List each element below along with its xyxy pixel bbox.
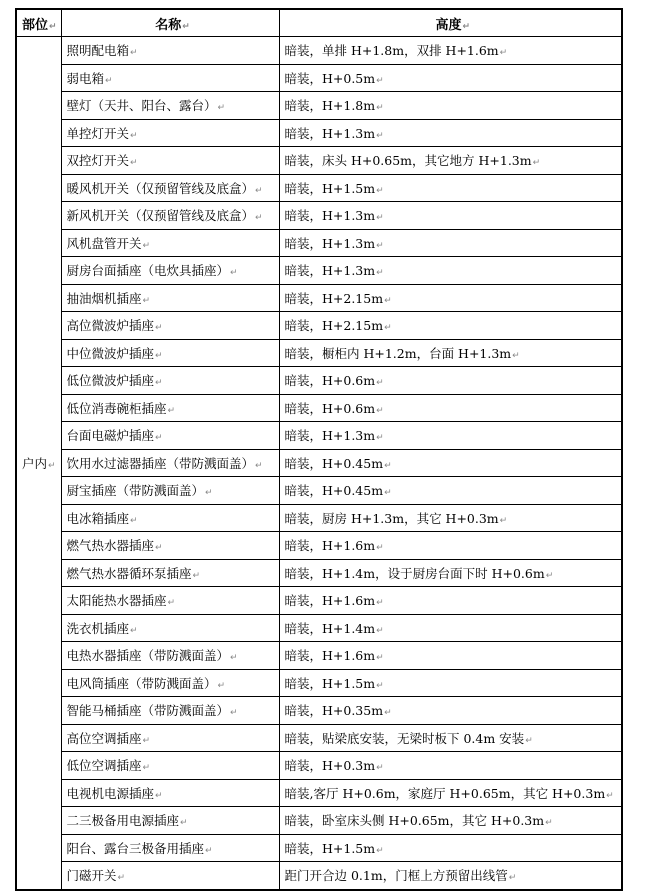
- paragraph-mark-icon: ↵: [182, 21, 190, 32]
- table-row: [16, 257, 622, 285]
- paragraph-mark-icon: ↵: [384, 323, 392, 334]
- paragraph-mark-icon: ↵: [130, 515, 138, 526]
- paragraph-mark-icon: ↵: [606, 790, 614, 801]
- paragraph-mark-icon: ↵: [255, 213, 263, 224]
- height-cell: 暗装，H+0.45m↵: [279, 477, 622, 505]
- paragraph-mark-icon: ↵: [230, 268, 238, 279]
- height-cell: 暗装，H+1.3m↵: [279, 202, 622, 230]
- height-cell: 暗装，H+1.5m↵: [279, 174, 622, 202]
- paragraph-mark-icon: ↵: [230, 708, 238, 719]
- name-cell: 燃气热水器插座↵: [61, 532, 279, 560]
- paragraph-mark-icon: ↵: [142, 763, 151, 774]
- table-row: [16, 587, 622, 615]
- height-cell: 暗装，H+1.6m↵: [279, 587, 622, 615]
- paragraph-mark-icon: ↵: [155, 323, 163, 334]
- name-cell: 抽油烟机插座↵: [61, 284, 279, 312]
- paragraph-mark-icon: ↵: [217, 680, 226, 691]
- paragraph-mark-icon: ↵: [376, 598, 384, 609]
- paragraph-mark-icon: ↵: [167, 405, 176, 416]
- paragraph-mark-icon: ↵: [376, 130, 384, 141]
- paragraph-mark-icon: ↵: [499, 515, 508, 526]
- paragraph-mark-icon: ↵: [376, 433, 384, 444]
- paragraph-mark-icon: ↵: [192, 570, 201, 581]
- table-body: [16, 37, 622, 890]
- table-row: [16, 449, 622, 477]
- table-row: [16, 229, 622, 257]
- paragraph-mark-icon: ↵: [167, 598, 176, 609]
- paragraph-mark-icon: ↵: [155, 350, 163, 361]
- paragraph-mark-icon: ↵: [255, 185, 263, 196]
- name-cell: 厨宝插座（带防溅面盖）↵: [61, 477, 279, 505]
- table-row: [16, 174, 622, 202]
- paragraph-mark-icon: ↵: [376, 240, 384, 251]
- paragraph-mark-icon: ↵: [384, 488, 392, 499]
- name-cell: 洗衣机插座↵: [61, 614, 279, 642]
- table-row: [16, 37, 622, 65]
- name-cell: 电冰箱插座↵: [61, 504, 279, 532]
- header-location: 部位↵: [16, 9, 61, 37]
- name-cell: 智能马桶插座（带防溅面盖）↵: [61, 697, 279, 725]
- table-row: [16, 697, 622, 725]
- name-cell: 二三极备用电源插座↵: [61, 807, 279, 835]
- paragraph-mark-icon: ↵: [384, 460, 392, 471]
- paragraph-mark-icon: ↵: [205, 845, 213, 856]
- paragraph-mark-icon: ↵: [384, 295, 392, 306]
- paragraph-mark-icon: ↵: [255, 460, 263, 471]
- table-row: [16, 779, 622, 807]
- paragraph-mark-icon: ↵: [376, 378, 384, 389]
- table-row: [16, 92, 622, 120]
- table-row: [16, 807, 622, 835]
- paragraph-mark-icon: ↵: [155, 378, 163, 389]
- paragraph-mark-icon: ↵: [142, 295, 151, 306]
- paragraph-mark-icon: ↵: [105, 75, 113, 86]
- paragraph-mark-icon: ↵: [142, 735, 151, 746]
- height-cell: 暗装，H+0.6m↵: [279, 394, 622, 422]
- header-height: 高度↵: [279, 9, 622, 37]
- table-row: [16, 834, 622, 862]
- name-cell: 电热水器插座（带防溅面盖）↵: [61, 642, 279, 670]
- name-cell: 壁灯（天井、阳台、露台）↵: [61, 92, 279, 120]
- name-cell: 单控灯开关↵: [61, 119, 279, 147]
- name-cell: 高位微波炉插座↵: [61, 312, 279, 340]
- paragraph-mark-icon: ↵: [384, 708, 392, 719]
- name-cell: 风机盘管开关↵: [61, 229, 279, 257]
- table-row: [16, 752, 622, 780]
- paragraph-mark-icon: ↵: [532, 158, 541, 169]
- paragraph-mark-icon: ↵: [525, 735, 533, 746]
- name-cell: 台面电磁炉插座↵: [61, 422, 279, 450]
- height-cell: 暗装，H+1.6m↵: [279, 642, 622, 670]
- table-row: [16, 559, 622, 587]
- name-cell: 低位空调插座↵: [61, 752, 279, 780]
- paragraph-mark-icon: ↵: [545, 818, 553, 829]
- paragraph-mark-icon: ↵: [512, 350, 520, 361]
- height-cell: 暗装，H+0.35m↵: [279, 697, 622, 725]
- installation-height-table: [15, 8, 623, 891]
- paragraph-mark-icon: ↵: [155, 433, 163, 444]
- height-cell: 暗装，H+1.3m↵: [279, 257, 622, 285]
- paragraph-mark-icon: ↵: [180, 818, 188, 829]
- paragraph-mark-icon: ↵: [376, 103, 384, 114]
- name-cell: 弱电箱↵: [61, 64, 279, 92]
- paragraph-mark-icon: ↵: [130, 158, 138, 169]
- table-row: [16, 422, 622, 450]
- height-cell: 暗装，H+1.5m↵: [279, 834, 622, 862]
- table-row: [16, 724, 622, 752]
- height-cell: 暗装，橱柜内 H+1.2m，台面 H+1.3m↵: [279, 339, 622, 367]
- height-cell: 暗装，单排 H+1.8m，双排 H+1.6m↵: [279, 37, 622, 65]
- height-cell: 暗装，H+1.3m↵: [279, 229, 622, 257]
- paragraph-mark-icon: ↵: [376, 653, 384, 664]
- paragraph-mark-icon: ↵: [230, 653, 238, 664]
- height-cell: 暗装，H+1.4m，设于厨房台面下时 H+0.6m↵: [279, 559, 622, 587]
- paragraph-mark-icon: ↵: [205, 488, 213, 499]
- height-cell: 距门开合边 0.1m，门框上方预留出线管↵: [279, 862, 622, 890]
- table-row: [16, 669, 622, 697]
- table-row: [16, 642, 622, 670]
- name-cell: 暖风机开关（仅预留管线及底盒）↵: [61, 174, 279, 202]
- height-cell: 暗装，卧室床头侧 H+0.65m，其它 H+0.3m↵: [279, 807, 622, 835]
- height-cell: 暗装，H+0.3m↵: [279, 752, 622, 780]
- header-row: [16, 9, 622, 37]
- height-cell: 暗装，床头 H+0.65m，其它地方 H+1.3m↵: [279, 147, 622, 175]
- height-cell: 暗装，H+0.5m↵: [279, 64, 622, 92]
- table-row: [16, 339, 622, 367]
- name-cell: 照明配电箱↵: [61, 37, 279, 65]
- paragraph-mark-icon: ↵: [155, 543, 163, 554]
- paragraph-mark-icon: ↵: [462, 21, 471, 32]
- name-cell: 电风筒插座（带防溅面盖）↵: [61, 669, 279, 697]
- paragraph-mark-icon: ↵: [508, 873, 517, 884]
- name-cell: 饮用水过滤器插座（带防溅面盖）↵: [61, 449, 279, 477]
- name-cell: 低位微波炉插座↵: [61, 367, 279, 395]
- name-cell: 新风机开关（仅预留管线及底盒）↵: [61, 202, 279, 230]
- paragraph-mark-icon: ↵: [376, 75, 384, 86]
- name-cell: 双控灯开关↵: [61, 147, 279, 175]
- paragraph-mark-icon: ↵: [376, 185, 384, 196]
- height-cell: 暗装，H+0.45m↵: [279, 449, 622, 477]
- paragraph-mark-icon: ↵: [117, 873, 126, 884]
- name-cell: 电视机电源插座↵: [61, 779, 279, 807]
- paragraph-mark-icon: ↵: [376, 763, 384, 774]
- paragraph-mark-icon: ↵: [376, 213, 384, 224]
- name-cell: 低位消毒碗柜插座↵: [61, 394, 279, 422]
- table-row: [16, 202, 622, 230]
- height-cell: 暗装，H+2.15m↵: [279, 312, 622, 340]
- paragraph-mark-icon: ↵: [376, 680, 384, 691]
- table-row: [16, 394, 622, 422]
- height-cell: 暗装,客厅 H+0.6m，家庭厅 H+0.65m，其它 H+0.3m↵: [279, 779, 622, 807]
- height-cell: 暗装，厨房 H+1.3m，其它 H+0.3m↵: [279, 504, 622, 532]
- table-row: [16, 147, 622, 175]
- header-name: 名称↵: [61, 9, 279, 37]
- paragraph-mark-icon: ↵: [217, 103, 226, 114]
- height-cell: 暗装，H+1.5m↵: [279, 669, 622, 697]
- table-row: [16, 312, 622, 340]
- name-cell: 太阳能热水器插座↵: [61, 587, 279, 615]
- paragraph-mark-icon: ↵: [142, 240, 151, 251]
- name-cell: 厨房台面插座（电炊具插座）↵: [61, 257, 279, 285]
- height-cell: 暗装，H+1.6m↵: [279, 532, 622, 560]
- table-row: [16, 367, 622, 395]
- paragraph-mark-icon: ↵: [499, 48, 508, 59]
- name-cell: 门磁开关↵: [61, 862, 279, 890]
- table-row: [16, 477, 622, 505]
- height-cell: 暗装，H+1.3m↵: [279, 422, 622, 450]
- height-cell: 暗装，H+1.8m↵: [279, 92, 622, 120]
- table-row: [16, 119, 622, 147]
- name-cell: 高位空调插座↵: [61, 724, 279, 752]
- table-row: [16, 862, 622, 890]
- paragraph-mark-icon: ↵: [545, 570, 554, 581]
- name-cell: 燃气热水器循环泵插座↵: [61, 559, 279, 587]
- paragraph-mark-icon: ↵: [376, 268, 384, 279]
- height-cell: 暗装，H+1.4m↵: [279, 614, 622, 642]
- paragraph-mark-icon: ↵: [376, 543, 384, 554]
- height-cell: 暗装，H+2.15m↵: [279, 284, 622, 312]
- height-cell: 暗装，贴梁底安装，无梁时板下 0.4m 安装↵: [279, 724, 622, 752]
- paragraph-mark-icon: ↵: [48, 460, 56, 471]
- height-cell: 暗装，H+0.6m↵: [279, 367, 622, 395]
- table-row: [16, 284, 622, 312]
- table-row: [16, 532, 622, 560]
- paragraph-mark-icon: ↵: [376, 405, 384, 416]
- paragraph-mark-icon: ↵: [130, 130, 138, 141]
- paragraph-mark-icon: ↵: [155, 790, 163, 801]
- paragraph-mark-icon: ↵: [130, 48, 138, 59]
- location-cell: 户内↵: [16, 37, 61, 890]
- paragraph-mark-icon: ↵: [49, 21, 57, 32]
- name-cell: 中位微波炉插座↵: [61, 339, 279, 367]
- table-row: [16, 614, 622, 642]
- table-row: [16, 64, 622, 92]
- paragraph-mark-icon: ↵: [130, 625, 138, 636]
- paragraph-mark-icon: ↵: [376, 625, 384, 636]
- name-cell: 阳台、露台三极备用插座↵: [61, 834, 279, 862]
- height-cell: 暗装，H+1.3m↵: [279, 119, 622, 147]
- paragraph-mark-icon: ↵: [376, 845, 384, 856]
- table-row: [16, 504, 622, 532]
